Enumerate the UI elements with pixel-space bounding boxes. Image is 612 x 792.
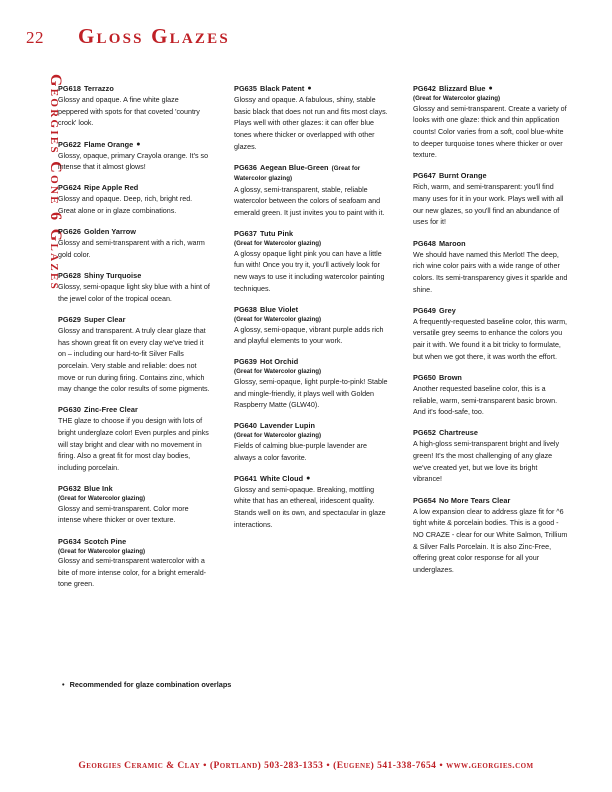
glaze-description: A high-gloss semi-transparent bright and lively green! It's the most challenging of any glaze we've created yet, but we love its bright vibrance!: [413, 440, 560, 484]
glaze-entry: [58, 140, 210, 174]
glaze-entry-heading: [58, 271, 210, 281]
recommended-bullet-icon: ●: [136, 140, 141, 148]
glaze-entry-heading: [413, 239, 568, 249]
glaze-note: (Great for Watercolor glazing): [234, 368, 322, 376]
glaze-entry-heading: [58, 537, 210, 547]
glaze-code: PG626: [58, 227, 81, 237]
glaze-code: PG637: [234, 229, 257, 239]
glaze-name: Brown: [438, 372, 462, 382]
glaze-description: Glossy and opaque. A fabulous, shiny, stable basic black that does not run and fits most clays. Plays well with other glazes: it can offer blue tones where thicker or overlapped with other glazes.: [234, 96, 388, 151]
glaze-description: Glossy and semi-opaque. Breaking, mottling white that has an ethereal, iridescent quality. Stands well on its own, and spectacular in glaze interactions.: [234, 485, 386, 529]
glaze-note: (Great for Watercolor glazing): [413, 95, 501, 103]
glaze-code: PG650: [413, 372, 436, 382]
glaze-entry: [413, 373, 568, 419]
footer-separator-icon-2: •: [326, 761, 331, 771]
recommended-bullet-icon: ●: [307, 85, 312, 92]
glaze-code: PG642: [413, 84, 436, 93]
glaze-name: Tutu Pink: [260, 229, 294, 239]
glaze-name: Shiny Turquoise: [83, 271, 142, 281]
glaze-description: A glossy, semi-opaque, vibrant purple adds rich and playful elements to your work.: [234, 325, 384, 346]
glaze-entry: [234, 229, 389, 295]
page-number: 22: [26, 28, 44, 47]
glaze-entry-heading: [234, 474, 389, 484]
glaze-name: Maroon: [438, 238, 466, 248]
glaze-code: PG654: [413, 495, 436, 505]
column-middle: [234, 84, 389, 659]
glaze-name: Chartreuse: [438, 428, 479, 438]
glaze-description: Rich, warm, and semi-transparent: you'll find many uses for it in your work. Plays well with all our new glazes, so you'll find an abundance of uses for it!: [413, 183, 564, 227]
glaze-entry-heading: [58, 484, 210, 494]
glaze-entry: [58, 484, 210, 527]
footer: [0, 761, 612, 771]
glaze-code: PG629: [58, 314, 81, 324]
glaze-code: PG649: [413, 305, 436, 315]
glaze-entry-heading: [234, 229, 389, 239]
glaze-description: A low expansion clear to address glaze fit for ^6 tight white & porcelain bodies. This is a good - NO CRAZE - clear for our White Salmon, Trillium & Silver Falls Porcelain. It is also Zinc-Free, offering great color response for all your underglazes.: [413, 507, 568, 574]
glaze-note-inline: (Great for Watercolor glazing): [234, 164, 361, 183]
glaze-name: Scotch Pine: [83, 536, 127, 546]
glaze-entry: [58, 537, 210, 592]
legend-bullet-icon: •: [62, 680, 65, 689]
glaze-name: Super Clear: [83, 314, 126, 324]
glaze-entry-heading: [413, 306, 568, 316]
glaze-name: Lavender Lupin: [260, 421, 316, 431]
glaze-entry: [234, 474, 389, 532]
column-left: [58, 84, 210, 659]
glaze-entry: [58, 84, 210, 130]
glaze-code: PG634: [58, 536, 81, 546]
glaze-name: Hot Orchid: [260, 357, 299, 367]
glaze-name: Golden Yarrow: [83, 227, 136, 237]
glaze-description: We should have named this Merlot! The deep, rich wine color pairs with a wide range of other colors. Its semi-transparency gives it sparkle and shine.: [413, 250, 568, 294]
glaze-name: Terrazzo: [83, 84, 114, 93]
glaze-name: Burnt Orange: [438, 171, 487, 181]
glaze-entry-heading: [413, 496, 568, 506]
glaze-code: PG635: [234, 84, 257, 93]
glaze-entry: [58, 271, 210, 305]
glaze-code: PG636: [234, 162, 257, 172]
glaze-name: Blue Ink: [83, 484, 113, 494]
glaze-entry-heading: [58, 140, 210, 150]
glaze-entry-heading: [234, 84, 389, 94]
glaze-description: Glossy and opaque. A fine white glaze peppered with spots for that coveted 'country crock' look.: [58, 96, 200, 128]
glaze-description: Glossy and semi-transparent. Color more intense where thicker or over texture.: [58, 504, 189, 525]
glaze-entry-heading: [58, 183, 210, 193]
glaze-code: PG647: [413, 171, 436, 181]
glaze-description: Glossy and opaque. Deep, rich, bright red. Great alone or in glaze combinations.: [58, 195, 193, 216]
footer-company: Georgies Ceramic & Clay: [78, 761, 201, 771]
glaze-name: Zinc-Free Clear: [83, 405, 138, 415]
glaze-entry: [234, 84, 389, 153]
recommended-bullet-icon: ●: [488, 85, 493, 92]
glaze-code: PG648: [413, 238, 436, 248]
footer-website-link[interactable]: www.georgies.com: [446, 761, 534, 771]
glaze-entry-heading: [413, 373, 568, 383]
glaze-description: A glossy, semi-transparent, stable, reliable watercolor between the colors of seafoam and emerald green. It just invites you to paint with it.: [234, 185, 385, 218]
glaze-note: (Great for Watercolor glazing): [58, 547, 146, 555]
glaze-note: (Great for Watercolor glazing): [234, 315, 322, 323]
page-title: Gloss Glazes: [78, 24, 230, 48]
glaze-entry-heading: [413, 171, 568, 181]
glaze-code: PG622: [58, 139, 81, 149]
glaze-name: Ripe Apple Red: [83, 183, 139, 193]
glaze-code: PG624: [58, 183, 81, 193]
glaze-description: Fields of calming blue-purple lavender are always a color favorite.: [234, 441, 367, 462]
section-side-tab: Georgies Cone 6 Glazes: [47, 74, 64, 292]
glaze-entry-heading: [58, 405, 210, 415]
footer-portland-label: (Portland): [209, 761, 262, 771]
glaze-entry: [413, 428, 568, 486]
glaze-code: PG628: [58, 271, 81, 281]
glaze-entry-heading: [413, 428, 568, 438]
glaze-description: A glossy opaque light pink you can have a little fun with! Once you try it, you'll actively look for new ways to use it including watercolor painting techniques.: [234, 249, 385, 293]
glaze-note: (Great for Watercolor glazing): [58, 495, 146, 503]
glaze-description: Glossy, semi-opaque, light purple-to-pink! Stable and mingle-friendly, it plays well with Golden Raspberry Matte (GLW40).: [234, 377, 388, 410]
glaze-entry: [234, 357, 389, 412]
glaze-entry-heading: [234, 305, 389, 315]
glaze-description: Glossy, semi-opaque light sky blue with a hint of the jewel color of the tropical ocean.: [58, 283, 210, 303]
glaze-note: (Great for Watercolor glazing): [234, 240, 322, 248]
glaze-entry: [58, 183, 210, 217]
glaze-name: Aegean Blue-Green: [260, 162, 329, 172]
glaze-name: Black Patent: [260, 84, 305, 93]
glaze-entry-heading: [234, 163, 389, 184]
glaze-description: Another requested baseline color, this is a reliable, warm, semi-transparent basic brown. And it's food-safe, too.: [413, 384, 558, 417]
glaze-name: Blizzard Blue: [438, 84, 486, 93]
glaze-code: PG641: [234, 473, 257, 483]
glaze-entry-heading: [413, 84, 568, 94]
glaze-entry: [234, 305, 389, 348]
footer-eugene-phone[interactable]: 541-338-7654: [377, 761, 437, 771]
glaze-code: PG630: [58, 405, 81, 415]
glaze-entry-heading: [234, 421, 389, 431]
glaze-description: A frequently-requested baseline color, this warm, versatile grey seems to enhance the colors you pair it with. We found it a bit tricky to formulate, but when we got there, it was worth the effort.: [413, 317, 568, 361]
glaze-description: Glossy, opaque, primary Crayola orange. It's so intense that it almost glows!: [58, 151, 209, 172]
glaze-entry: [58, 405, 210, 474]
footer-eugene-label: (Eugene): [333, 761, 375, 771]
glaze-name: Flame Orange: [83, 139, 134, 149]
glaze-name: White Cloud: [260, 473, 304, 483]
glaze-code: PG639: [234, 357, 257, 367]
glaze-entry-heading: [58, 227, 210, 237]
glaze-note: (Great for Watercolor glazing): [234, 432, 322, 440]
glaze-entry: [234, 421, 389, 464]
glaze-code: PG640: [234, 421, 257, 431]
glaze-name: Grey: [438, 305, 456, 315]
glaze-entry: [413, 239, 568, 297]
glaze-description: THE glaze to choose if you design with lots of bright underglaze color! Even purples and pinks will stay bright and clear with no movement in firing. Also a great fit for most clay bodies, including porcelain.: [58, 417, 209, 472]
column-right: [413, 84, 568, 659]
glaze-description: Glossy and semi-transparent watercolor with a bite of more intense color, for a bright emerald-tone green.: [58, 557, 207, 589]
footer-portland-phone[interactable]: 503-283-1353: [264, 761, 324, 771]
glaze-entry: [58, 315, 210, 396]
glaze-entry: [58, 227, 210, 261]
glaze-name: No More Tears Clear: [438, 495, 511, 505]
glaze-columns: [58, 84, 568, 659]
glaze-entry: [413, 306, 568, 364]
legend: [62, 680, 231, 689]
legend-text: Recommended for glaze combination overlaps: [69, 680, 232, 689]
glaze-code: PG618: [58, 84, 81, 93]
glaze-entry: [234, 163, 389, 220]
glaze-name: Blue Violet: [260, 304, 299, 314]
glaze-entry: [413, 496, 568, 577]
glaze-code: PG632: [58, 484, 81, 494]
recommended-bullet-icon: ●: [306, 474, 311, 482]
glaze-description: Glossy and semi-transparent with a rich, warm gold color.: [58, 239, 205, 259]
footer-separator-icon-3: •: [439, 761, 444, 771]
glaze-description: Glossy and semi-transparent. Create a variety of looks with one glaze: thick and thin application counts! Color varies from a soft, cool blue-white to deeper turquoise tones where thicker or over texture.: [413, 104, 567, 160]
glaze-entry: [413, 171, 568, 229]
glaze-code: PG652: [413, 428, 436, 438]
glaze-description: Glossy and transparent. A truly clear glaze that has shown great fit on every clay we've tried it on – including our hard-to-fit Silver Falls porcelain. Very stable and reliable: does not move or run during firing. Contains zinc, which may change the color results of some pigments.: [58, 326, 210, 394]
footer-separator-icon: •: [203, 761, 207, 771]
glaze-entry-heading: [58, 84, 210, 94]
glaze-code: PG638: [234, 304, 257, 314]
glaze-entry-heading: [58, 315, 210, 325]
glaze-entry: [413, 84, 568, 162]
glaze-entry-heading: [234, 357, 389, 367]
